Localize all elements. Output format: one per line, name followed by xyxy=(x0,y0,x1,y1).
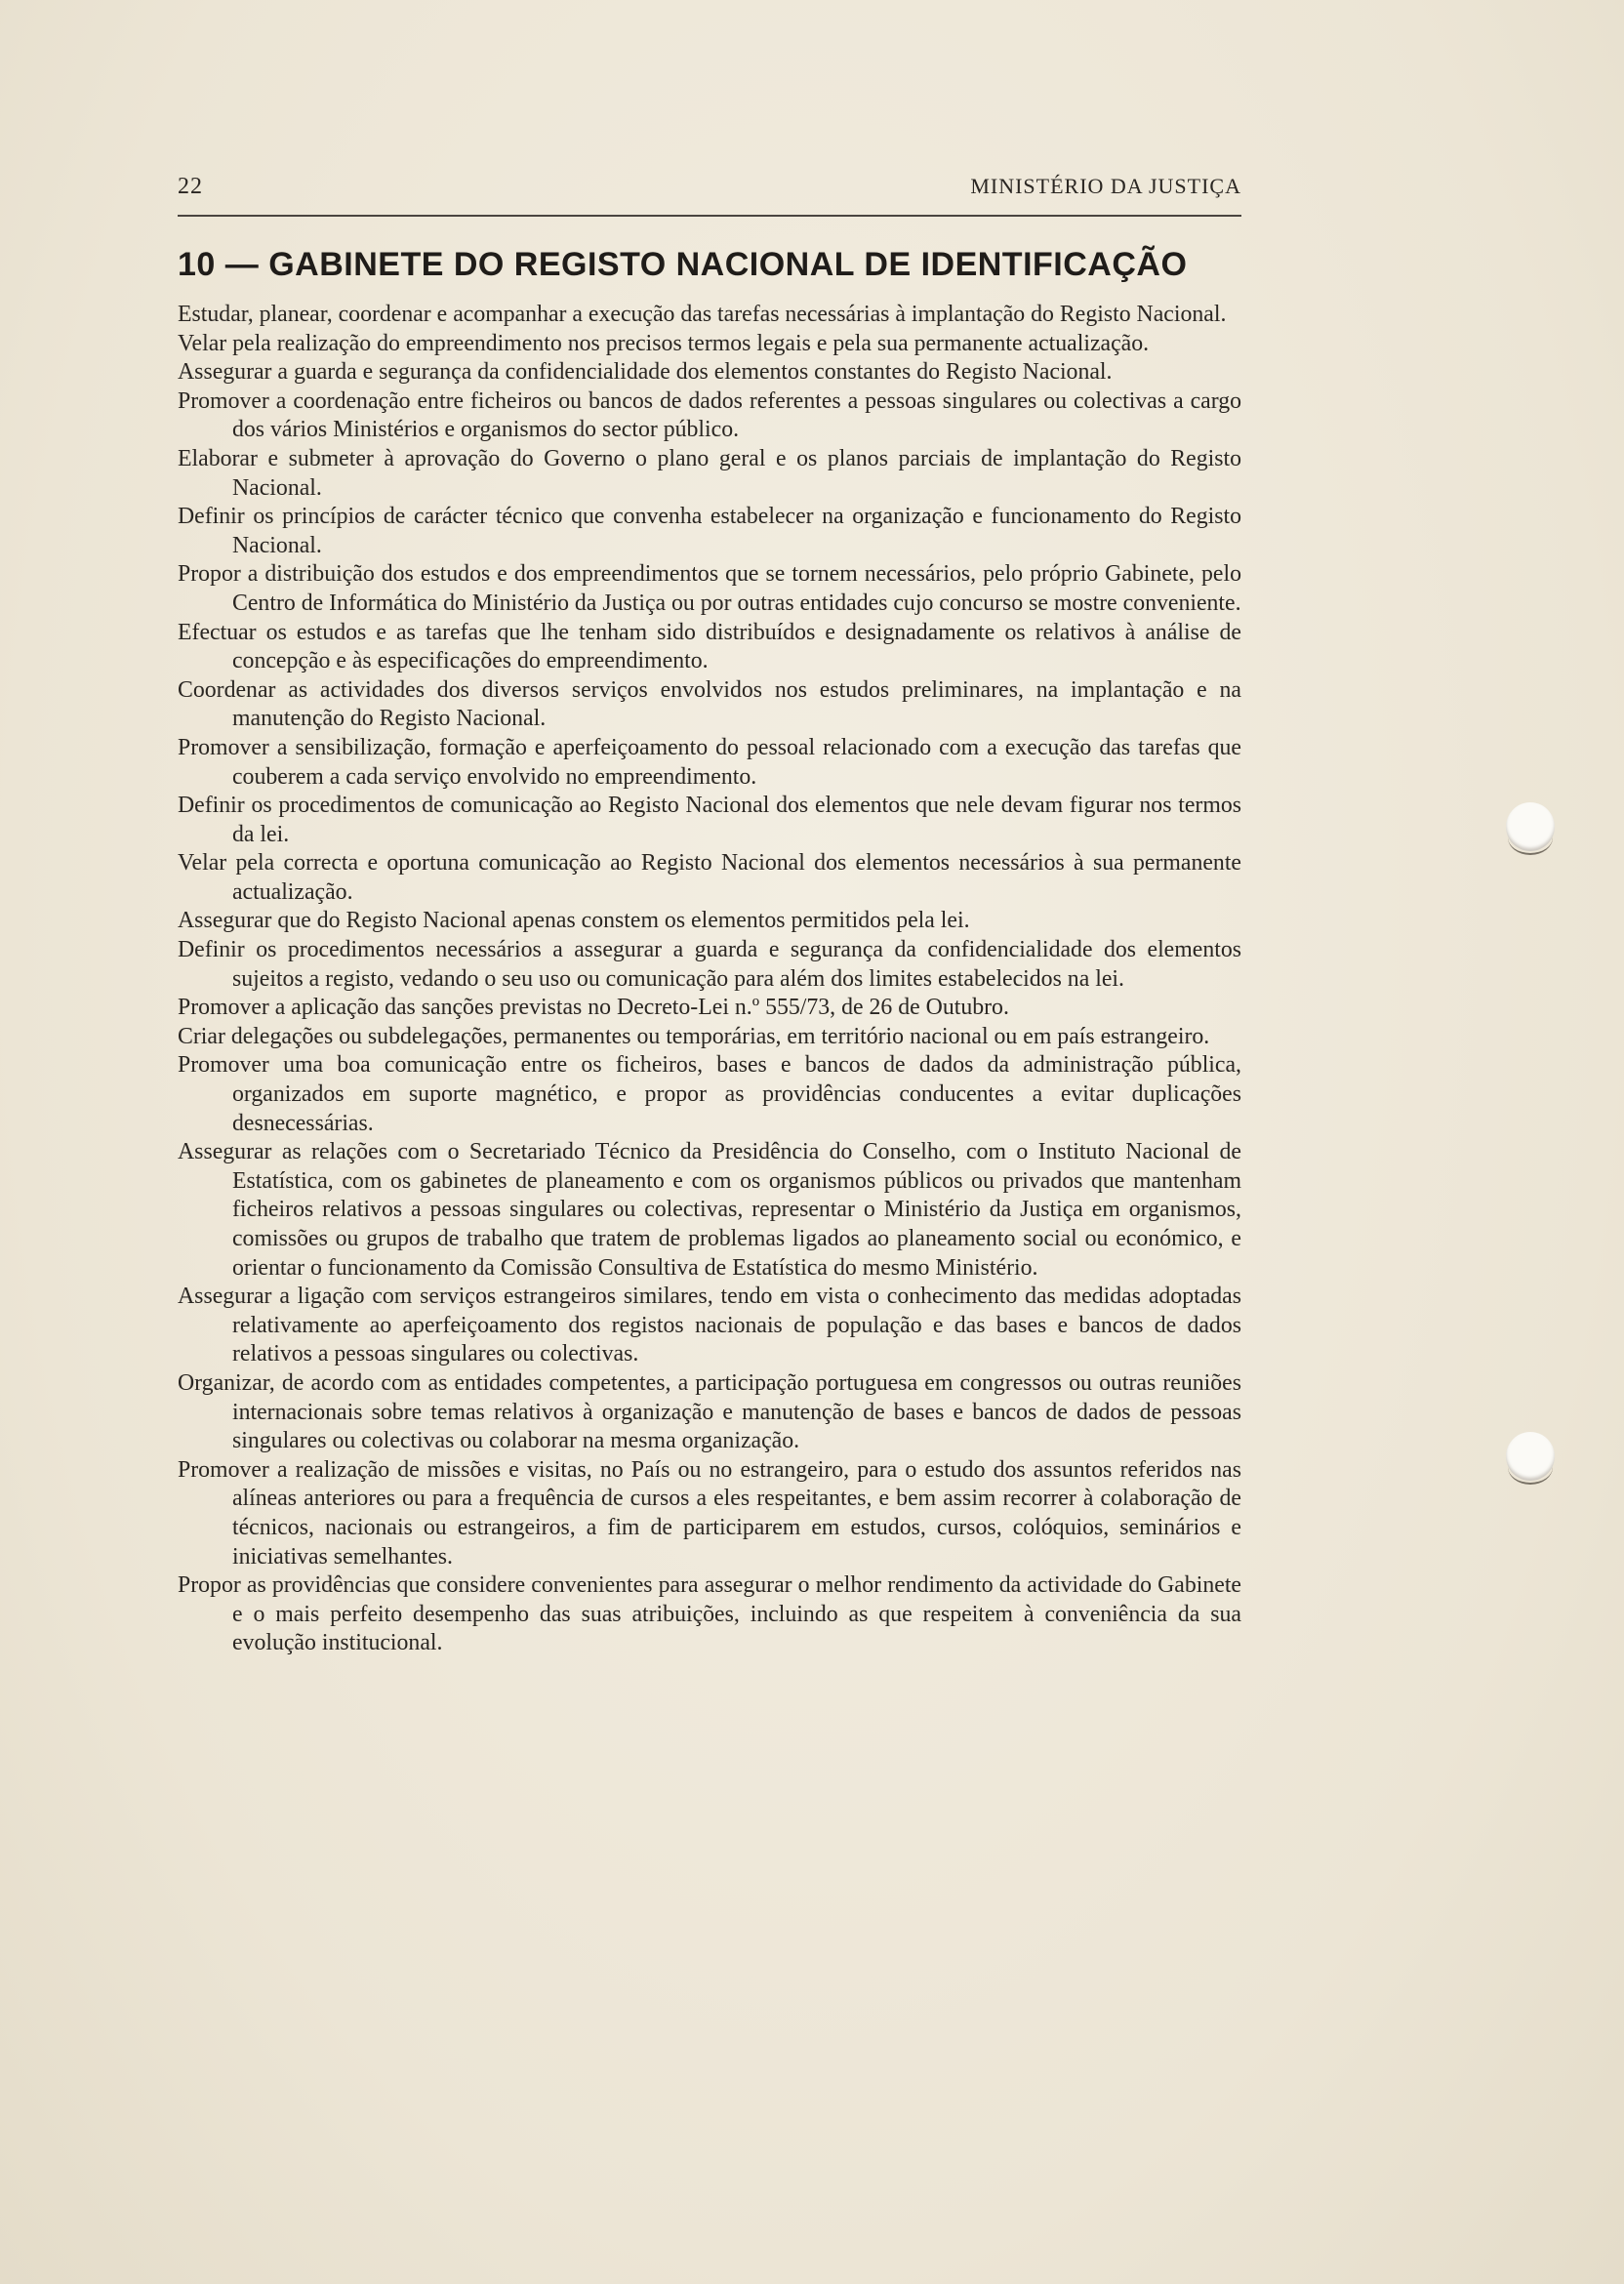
paragraph: Definir os princípios de carácter técnico que convenha estabelecer na organização e funcionamento do Registo Nacional. xyxy=(178,504,1241,558)
page-header xyxy=(178,174,1241,213)
paragraph: Organizar, de acordo com as entidades competentes, a participação portuguesa em congressos ou outras reuniões internacionais sobre temas relativos à organização e manutenção de bases e bancos de dados de pessoas singulares ou colectivas ou colaborar na mesma organização. xyxy=(178,1369,1241,1454)
paragraph: Promover a realização de missões e visitas, no País ou no estrangeiro, para o estudo dos assuntos referidos nas alíneas anteriores ou para a frequência de cursos a eles respeitantes, e bem assim recorrer à colaboração de técnicos, nacionais ou estrangeiros, a fim de participarem em estudos, cursos, colóquios, seminários e iniciativas semelhantes. xyxy=(178,1456,1241,1570)
paragraph: Propor a distribuição dos estudos e dos empreendimentos que se tornem necessários, pelo próprio Gabinete, pelo Centro de Informática do Ministério da Justiça ou por outras entidades cujo concurso se mostre conveniente. xyxy=(178,561,1241,616)
paragraph: Criar delegações ou subdelegações, permanentes ou temporárias, em território nacional ou em país estrangeiro. xyxy=(178,1023,1210,1049)
paragraph: Definir os procedimentos de comunicação ao Registo Nacional dos elementos que nele devam figurar nos termos da lei. xyxy=(178,793,1241,847)
section-body xyxy=(178,301,1241,1658)
paragraph: Assegurar a ligação com serviços estrangeiros similares, tendo em vista o conhecimento das medidas adoptadas relativamente ao aperfeiçoamento dos registos nacionais de população e das bases e bancos de dados relativos a pessoas singulares ou colectivas. xyxy=(178,1284,1241,1367)
punch-hole xyxy=(1506,1432,1555,1481)
paragraph: Assegurar a guarda e segurança da confidencialidade dos elementos constantes do Registo Nacional. xyxy=(178,359,1113,386)
punch-hole xyxy=(1506,802,1555,851)
paragraph: Promover a sensibilização, formação e aperfeiçoamento do pessoal relacionado com a execução das tarefas que couberem a cada serviço envolvido no empreendimento. xyxy=(178,734,1241,790)
paragraph: Promover uma boa comunicação entre os ficheiros, bases e bancos de dados da administração pública, organizados em suporte magnético, e propor as providências conducentes a evitar duplicações desnecessárias. xyxy=(178,1052,1241,1136)
paragraph: Coordenar as actividades dos diversos serviços envolvidos nos estudos preliminares, na implantação e na manutenção do Registo Nacional. xyxy=(178,676,1241,732)
paragraph: Promover a aplicação das sanções previstas no Decreto-Lei n.º 555/73, de 26 de Outubro. xyxy=(178,995,1009,1021)
paragraph: Definir os procedimentos necessários a assegurar a guarda e segurança da confidencialidade dos elementos sujeitos a registo, vedando o seu uso ou comunicação para além dos limites estabelecidos na lei. xyxy=(178,937,1241,992)
paragraph: Velar pela realização do empreendimento nos precisos termos legais e pela sua permanente actualização. xyxy=(178,330,1150,356)
paragraph: Efectuar os estudos e as tarefas que lhe tenham sido distribuídos e designadamente os relativos à análise de concepção e às especificações do empreendimento. xyxy=(178,619,1241,674)
paragraph: Propor as providências que considere convenientes para assegurar o melhor rendimento da actividade do Gabinete e o mais perfeito desempenho das suas atribuições, incluindo as que respeitem à conveniência da sua evolução institucional. xyxy=(178,1572,1241,1656)
paragraph: Elaborar e submeter à aprovação do Governo o plano geral e os planos parciais de implantação do Registo Nacional. xyxy=(178,445,1241,501)
paragraph: Promover a coordenação entre ficheiros ou bancos de dados referentes a pessoas singulares ou colectivas a cargo dos vários Ministérios e organismos do sector público. xyxy=(178,387,1241,443)
header-rule xyxy=(178,215,1241,217)
paragraph: Assegurar que do Registo Nacional apenas constem os elementos permitidos pela lei. xyxy=(178,908,970,934)
paragraph: Velar pela correcta e oportuna comunicação ao Registo Nacional dos elementos necessários à sua permanente actualização. xyxy=(178,850,1241,905)
section-title: 10 — GABINETE DO REGISTO NACIONAL DE IDENTIFICAÇÃO xyxy=(178,246,1188,283)
paragraph: Assegurar as relações com o Secretariado Técnico da Presidência do Conselho, com o Instituto Nacional de Estatística, com os gabinetes de planeamento e com os organismos públicos ou privados que mantenham ficheiros relativos a pessoas singulares ou colectivas, representar o Ministério da Justiça em organismos, comissões ou grupos de trabalho que tratem de problemas ligados ao planeamento social ou económico, e orientar o funcionamento da Comissão Consultiva de Estatística do mesmo Ministério. xyxy=(178,1139,1241,1281)
page-number: 22 xyxy=(178,174,203,199)
paragraph: Estudar, planear, coordenar e acompanhar a execução das tarefas necessárias à implantação do Registo Nacional. xyxy=(178,302,1227,327)
running-head: MINISTÉRIO DA JUSTIÇA xyxy=(970,174,1241,198)
